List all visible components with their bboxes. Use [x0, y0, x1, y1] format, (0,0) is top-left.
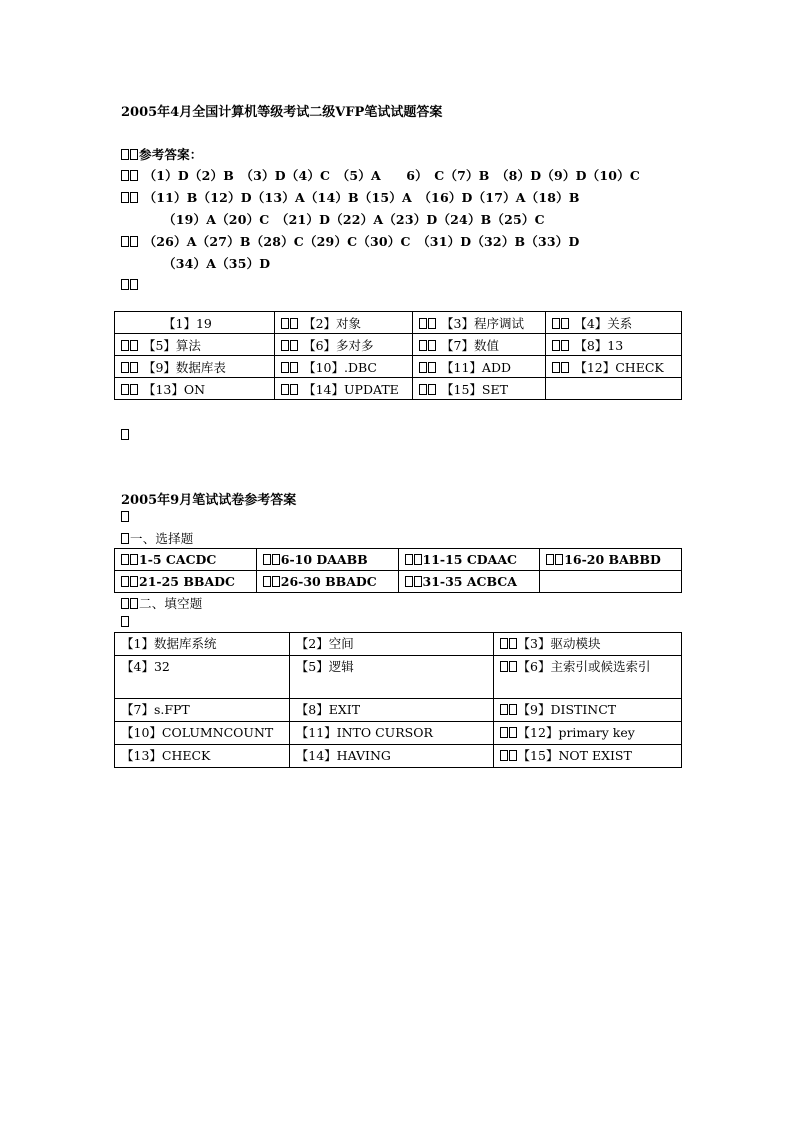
table-cell	[275, 378, 413, 400]
table-cell	[493, 633, 681, 656]
table-cell	[546, 334, 682, 356]
cell-text: 1-5 CACDC	[139, 552, 217, 567]
cell-text: 【2】对象	[303, 315, 362, 331]
cell-text: 31-35 ACBCA	[422, 574, 517, 589]
cell-text: 【9】DISTINCT	[517, 702, 617, 717]
exam2-fill-table	[114, 632, 682, 768]
cell-text: 11-15 CDAAC	[422, 552, 517, 567]
table-cell: 【13】CHECK	[115, 745, 290, 768]
cell-text: 【15】NOT EXIST	[517, 748, 632, 763]
table-cell	[540, 549, 682, 571]
cell-text: 【12】CHECK	[574, 359, 664, 375]
table-row	[115, 656, 682, 699]
table-row	[115, 571, 682, 593]
table-cell: 【1】19	[115, 312, 275, 334]
table-cell	[275, 312, 413, 334]
table-cell	[493, 656, 681, 699]
cell-text: 【4】关系	[574, 315, 633, 331]
table-cell	[115, 334, 275, 356]
answer-line	[121, 188, 580, 206]
table-row	[115, 312, 682, 334]
answer-line-text: （19）A（20）C （21）D（22）A（23）D（24）B（25）C	[163, 212, 545, 227]
placeholder-glyphs	[121, 277, 139, 292]
cell-text: 【13】ON	[142, 381, 206, 397]
cell-text: 16-20 BABBD	[564, 552, 661, 567]
cell-text: 【5】算法	[142, 337, 201, 353]
table-cell: 【8】EXIT	[289, 699, 493, 722]
cell-text: 【12】primary key	[517, 725, 635, 740]
table-cell	[546, 356, 682, 378]
table-cell	[115, 356, 275, 378]
table-cell	[413, 334, 546, 356]
cell-text: 21-25 BBADC	[139, 574, 235, 589]
exam2-section2-line	[121, 594, 203, 612]
cell-text: 【6】主索引或候选索引	[517, 659, 651, 674]
table-cell: 【4】32	[115, 656, 290, 699]
table-row	[115, 378, 682, 400]
table-row	[115, 633, 682, 656]
table-cell	[115, 549, 257, 571]
table-cell	[493, 699, 681, 722]
placeholder-glyph	[121, 614, 130, 629]
table-row	[115, 699, 682, 722]
table-cell	[493, 722, 681, 745]
table-cell	[275, 334, 413, 356]
cell-text: 【3】程序调试	[441, 315, 524, 331]
answer-line-text: （34）A（35）D	[163, 256, 271, 271]
table-cell	[413, 356, 546, 378]
table-cell	[256, 549, 398, 571]
table-cell	[413, 378, 546, 400]
cell-text: 【14】UPDATE	[303, 381, 399, 397]
exam1-fill-table	[114, 311, 682, 400]
table-cell	[275, 356, 413, 378]
table-row	[115, 334, 682, 356]
table-cell	[540, 571, 682, 593]
cell-text: 【9】数据库表	[142, 359, 226, 375]
answer-line-text: （11）B（12）D（13）A（14）B（15）A （16）D（17）A（18）B	[143, 190, 580, 205]
table-row	[115, 549, 682, 571]
table-cell: 【2】空间	[289, 633, 493, 656]
answer-line	[121, 232, 580, 250]
answer-line	[163, 254, 270, 272]
cell-text: 【15】SET	[441, 381, 508, 397]
table-cell: 【7】s.FPT	[115, 699, 290, 722]
cell-text: 【7】数值	[441, 337, 499, 353]
table-cell	[398, 571, 540, 593]
table-row	[115, 722, 682, 745]
exam2-title: 2005年9月笔试试卷参考答案	[121, 493, 297, 508]
table-cell: 【5】逻辑	[289, 656, 493, 699]
table-cell: 【11】INTO CURSOR	[289, 722, 493, 745]
answer-line	[121, 166, 640, 184]
cell-text: 【3】驱动模块	[517, 636, 601, 651]
table-cell	[115, 571, 257, 593]
answer-line-text: （26）A（27）B（28）C（29）C（30）C （31）D（32）B（33）D	[143, 234, 580, 249]
table-cell	[256, 571, 398, 593]
cell-text: 【11】ADD	[441, 359, 511, 375]
table-cell	[115, 378, 275, 400]
table-cell	[546, 378, 682, 400]
table-cell	[398, 549, 540, 571]
table-cell: 【10】COLUMNCOUNT	[115, 722, 290, 745]
cell-text: 6-10 DAABB	[280, 552, 368, 567]
table-cell	[546, 312, 682, 334]
table-cell	[413, 312, 546, 334]
section-heading: 一、选择题	[130, 531, 194, 546]
exam1-ref-heading: 参考答案：	[139, 147, 203, 162]
table-cell	[493, 745, 681, 768]
cell-text: 【10】.DBC	[303, 359, 377, 375]
exam1-title: 2005年4月全国计算机等级考试二级VFP笔试试题答案	[121, 105, 443, 120]
exam2-section1-line	[121, 529, 194, 547]
table-cell: 【14】HAVING	[289, 745, 493, 768]
placeholder-glyph	[121, 509, 130, 524]
placeholder-glyph	[121, 427, 130, 442]
cell-text: 【6】多对多	[303, 337, 374, 353]
cell-text: 26-30 BBADC	[280, 574, 377, 589]
exam2-choice-table	[114, 548, 682, 593]
table-row	[115, 356, 682, 378]
answer-line-text: （1）D（2）B （3）D（4）C （5）A 6） C（7）B （8）D（9）D（10）C	[143, 168, 640, 183]
cell-text: 【8】13	[574, 337, 624, 353]
answer-line	[163, 210, 545, 228]
table-row	[115, 745, 682, 768]
section-heading: 二、填空题	[139, 596, 203, 611]
exam1-ref-heading-line	[121, 145, 203, 163]
table-cell: 【1】数据库系统	[115, 633, 290, 656]
